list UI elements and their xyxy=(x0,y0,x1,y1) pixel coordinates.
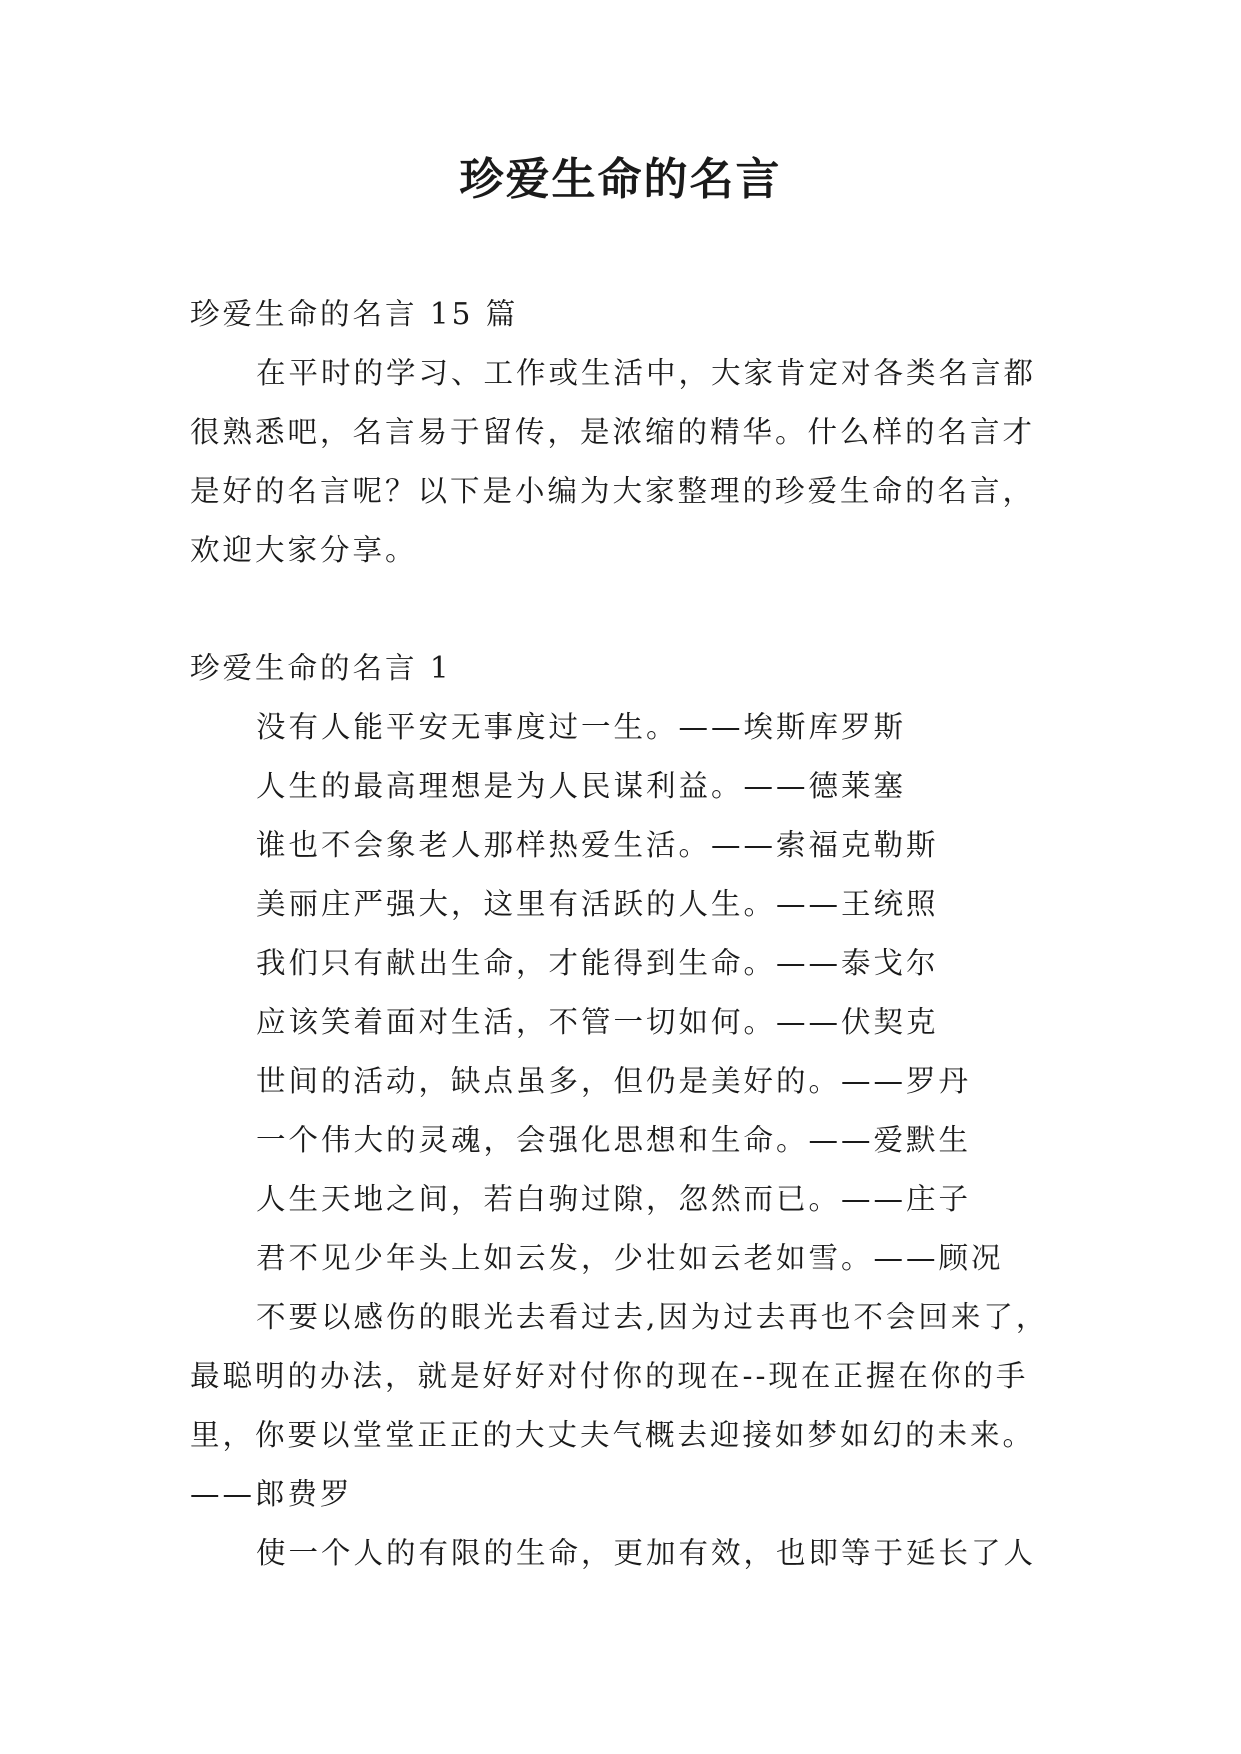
document-title: 珍爱生命的名言 xyxy=(459,154,782,205)
intro-line: 欢迎大家分享。 xyxy=(190,533,418,567)
quote-line: 世间的活动，缺点虽多，但仍是美好的。——罗丹 xyxy=(256,1064,972,1098)
intro-line: 很熟悉吧，名言易于留传，是浓缩的精华。什么样的名言才 xyxy=(190,415,1036,449)
quote-line: 人生的最高理想是为人民谋利益。——德莱塞 xyxy=(256,769,907,803)
quote-line: 没有人能平安无事度过一生。——埃斯库罗斯 xyxy=(256,710,907,744)
long-quote-line: 里，你要以堂堂正正的大丈夫气概去迎接如梦如幻的未来。 xyxy=(190,1418,1036,1452)
paragraph-gap xyxy=(190,580,1070,639)
long-quote-author: ——郎费罗 xyxy=(190,1477,353,1511)
quote-line: 美丽庄严强大，这里有活跃的人生。——王统照 xyxy=(256,887,939,921)
intro-line: 在平时的学习、工作或生活中，大家肯定对各类名言都 xyxy=(256,356,1037,390)
quote-line: 谁也不会象老人那样热爱生活。——索福克勒斯 xyxy=(256,828,939,862)
quote-line: 君不见少年头上如云发，少壮如云老如雪。——顾况 xyxy=(256,1241,1004,1275)
continuing-text-line: 使一个人的有限的生命，更加有效，也即等于延长了人 xyxy=(256,1536,1037,1570)
long-quote-line: 不要以感伤的眼光去看过去,因为过去再也不会回来了， xyxy=(256,1300,1049,1334)
quote-line: 应该笑着面对生活，不管一切如何。——伏契克 xyxy=(256,1005,939,1039)
section-title: 珍爱生命的名言 1 xyxy=(190,651,452,685)
long-quote-line: 最聪明的办法，就是好好对付你的现在--现在正握在你的手 xyxy=(190,1359,1029,1393)
quote-line: 我们只有献出生命，才能得到生命。——泰戈尔 xyxy=(256,946,939,980)
quote-line: 一个伟大的灵魂，会强化思想和生命。——爱默生 xyxy=(256,1123,972,1157)
intro-line: 是好的名言呢？以下是小编为大家整理的珍爱生命的名言， xyxy=(190,474,1036,508)
article-heading: 珍爱生命的名言 15 篇 xyxy=(190,297,519,331)
quote-line: 人生天地之间，若白驹过隙，忽然而已。——庄子 xyxy=(256,1182,972,1216)
document-body xyxy=(190,285,1070,1583)
